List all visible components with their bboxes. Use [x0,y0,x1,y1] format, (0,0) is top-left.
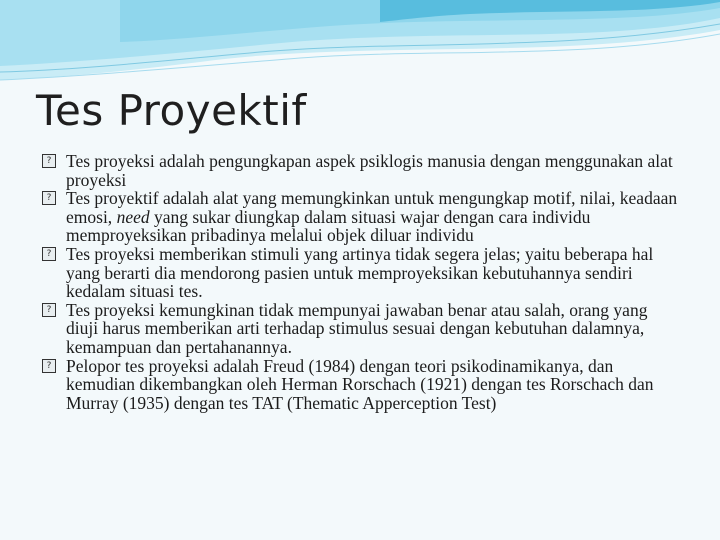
bullet-item-1 [42,152,682,189]
bullet-text-part: yang sukar diungkap dalam situasi wajar dengan cara individu memproyeksikan pribadinya melalui objek diluar individu [66,206,591,246]
bullet-item-3 [42,245,682,301]
bullet-text: Tes proyeksi memberikan stimuli yang artinya tidak segera jelas; yaitu beberapa hal yang berarti dia mendorong pasien untuk memproyeksikan kebutuhannya sendiri kedalam situasi tes. [66,243,654,302]
bullet-text-emphasis: need [116,206,150,227]
bullet-text: Tes proyeksi kemungkinan tidak mempunyai jawaban benar atau salah, orang yang diuji harus memberikan arti terhadap stimulus sesuai dengan kebutuhan dalamnya, kemampuan dan pertahanannya. [66,299,648,357]
bullet-marker-icon: ? [42,359,56,373]
bullet-marker-icon: ? [42,303,56,317]
bullet-text-part: Tes proyektif adalah alat yang memungkinkan untuk mengungkap motif, nilai, keadaan emosi, [66,188,678,227]
bullet-marker-icon: ? [42,191,56,205]
bullet-text: Pelopor tes proyeksi adalah Freud (1984) dengan teori psikodinamikanya, dan kemudian dikembangkan oleh Herman Rorschach (1921) dengan tes Rorschach dan Murray (1935) dengan tes TAT (Thematic Apperception Test) [66,355,654,413]
bullet-item-4 [42,301,682,357]
slide-title: Tes Proyektif [36,86,307,135]
bullet-list [42,152,682,412]
bullet-text: Tes proyeksi adalah pengungkapan aspek psiklogis manusia dengan menggunakan alat proyeksi [66,151,673,190]
bullet-marker-icon: ? [42,247,56,261]
header-wave-decoration [0,0,720,90]
bullet-item-2 [42,189,682,245]
bullet-text [66,189,682,245]
bullet-marker-icon: ? [42,154,56,168]
bullet-item-5 [42,357,682,413]
